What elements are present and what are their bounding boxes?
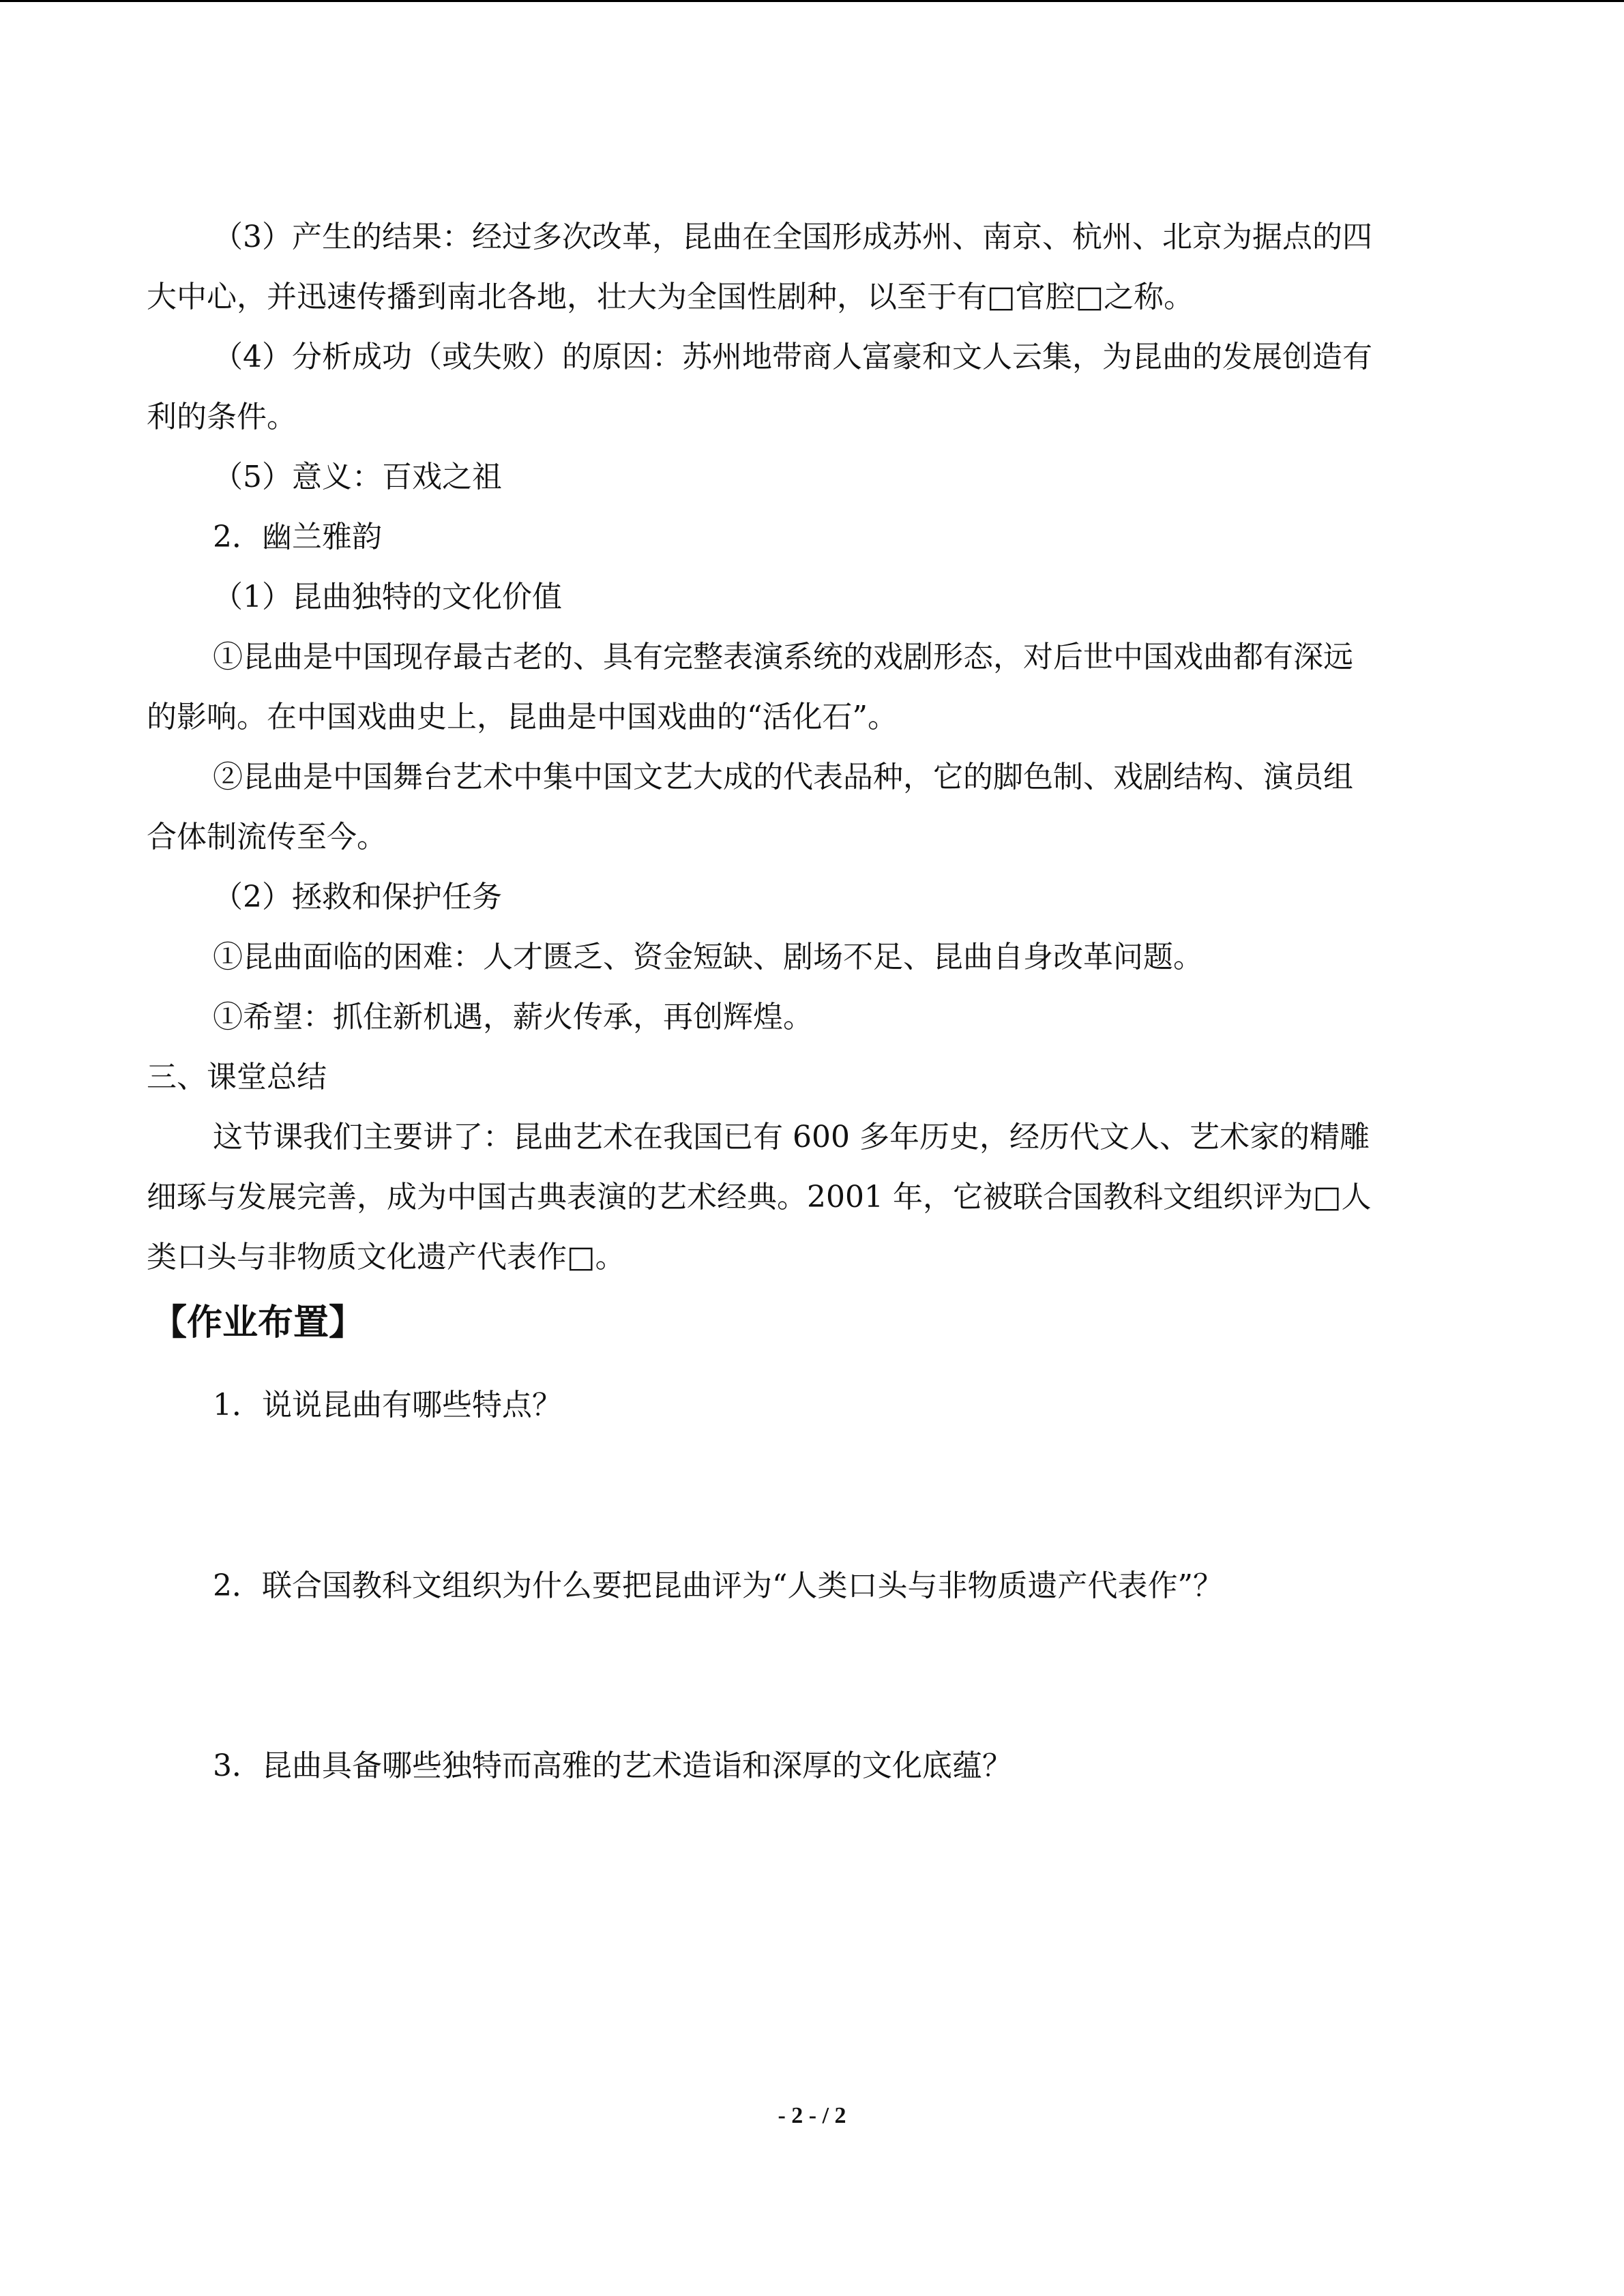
homework-item-3: 3．昆曲具备哪些独特而高雅的艺术造诣和深厚的文化底蕴？: [213, 1748, 1012, 1783]
text-line-value-1: ①昆曲是中国现存最古老的、具有完整表演系统的戏剧形态，对后世中国戏曲都有深远: [213, 640, 1353, 674]
text-line-reason: （4）分析成功（或失败）的原因：苏州地带商人富豪和文人云集，为昆曲的发展创造有: [213, 340, 1372, 374]
subsection-title-cultural-value: （1）昆曲独特的文化价值: [213, 580, 562, 614]
page-number: - 2 - / 2: [778, 2103, 846, 2128]
text-line-reason-cont: 利的条件。: [147, 400, 297, 434]
subsection-title-protection: （2）拯救和保护任务: [213, 880, 502, 914]
homework-item-2: 2．联合国教科文组织为什么要把昆曲评为“人类口头与非物质遗产代表作”？: [213, 1568, 1223, 1603]
text-line-result: （3）产生的结果：经过多次改革，昆曲在全国形成苏州、南京、杭州、北京为据点的四: [213, 220, 1372, 254]
text-line-summary-cont-2: 类口头与非物质文化遗产代表作□。: [147, 1240, 625, 1274]
homework-item-1: 1．说说昆曲有哪些特点？: [213, 1388, 562, 1422]
text-line-hope: ①希望：抓住新机遇，薪火传承，再创辉煌。: [213, 1000, 813, 1034]
text-line-result-cont: 大中心，并迅速传播到南北各地，壮大为全国性剧种，以至于有□官腔□之称。: [147, 280, 1194, 314]
section-title-summary: 三、课堂总结: [147, 1060, 327, 1094]
text-line-summary: 这节课我们主要讲了：昆曲艺术在我国已有 600 多年历史，经历代文人、艺术家的精雕: [213, 1120, 1370, 1154]
text-line-difficulties: ①昆曲面临的困难：人才匮乏、资金短缺、剧场不足、昆曲自身改革问题。: [213, 940, 1203, 974]
homework-heading: 【作业布置】: [151, 1302, 365, 1343]
text-line-summary-cont-1: 细琢与发展完善，成为中国古典表演的艺术经典。2001 年，它被联合国教科文组织评为□人: [147, 1180, 1372, 1214]
text-line-value-1-cont: 的影响。在中国戏曲史上，昆曲是中国戏曲的“活化石”。: [147, 700, 898, 734]
text-line-value-2-cont: 合体制流传至今。: [147, 820, 387, 854]
section-title-youlan: 2．幽兰雅韵: [213, 520, 382, 554]
text-line-value-2: ②昆曲是中国舞台艺术中集中国文艺大成的代表品种，它的脚色制、戏剧结构、演员组: [213, 760, 1353, 794]
text-line-significance: （5）意义：百戏之祖: [213, 460, 502, 494]
